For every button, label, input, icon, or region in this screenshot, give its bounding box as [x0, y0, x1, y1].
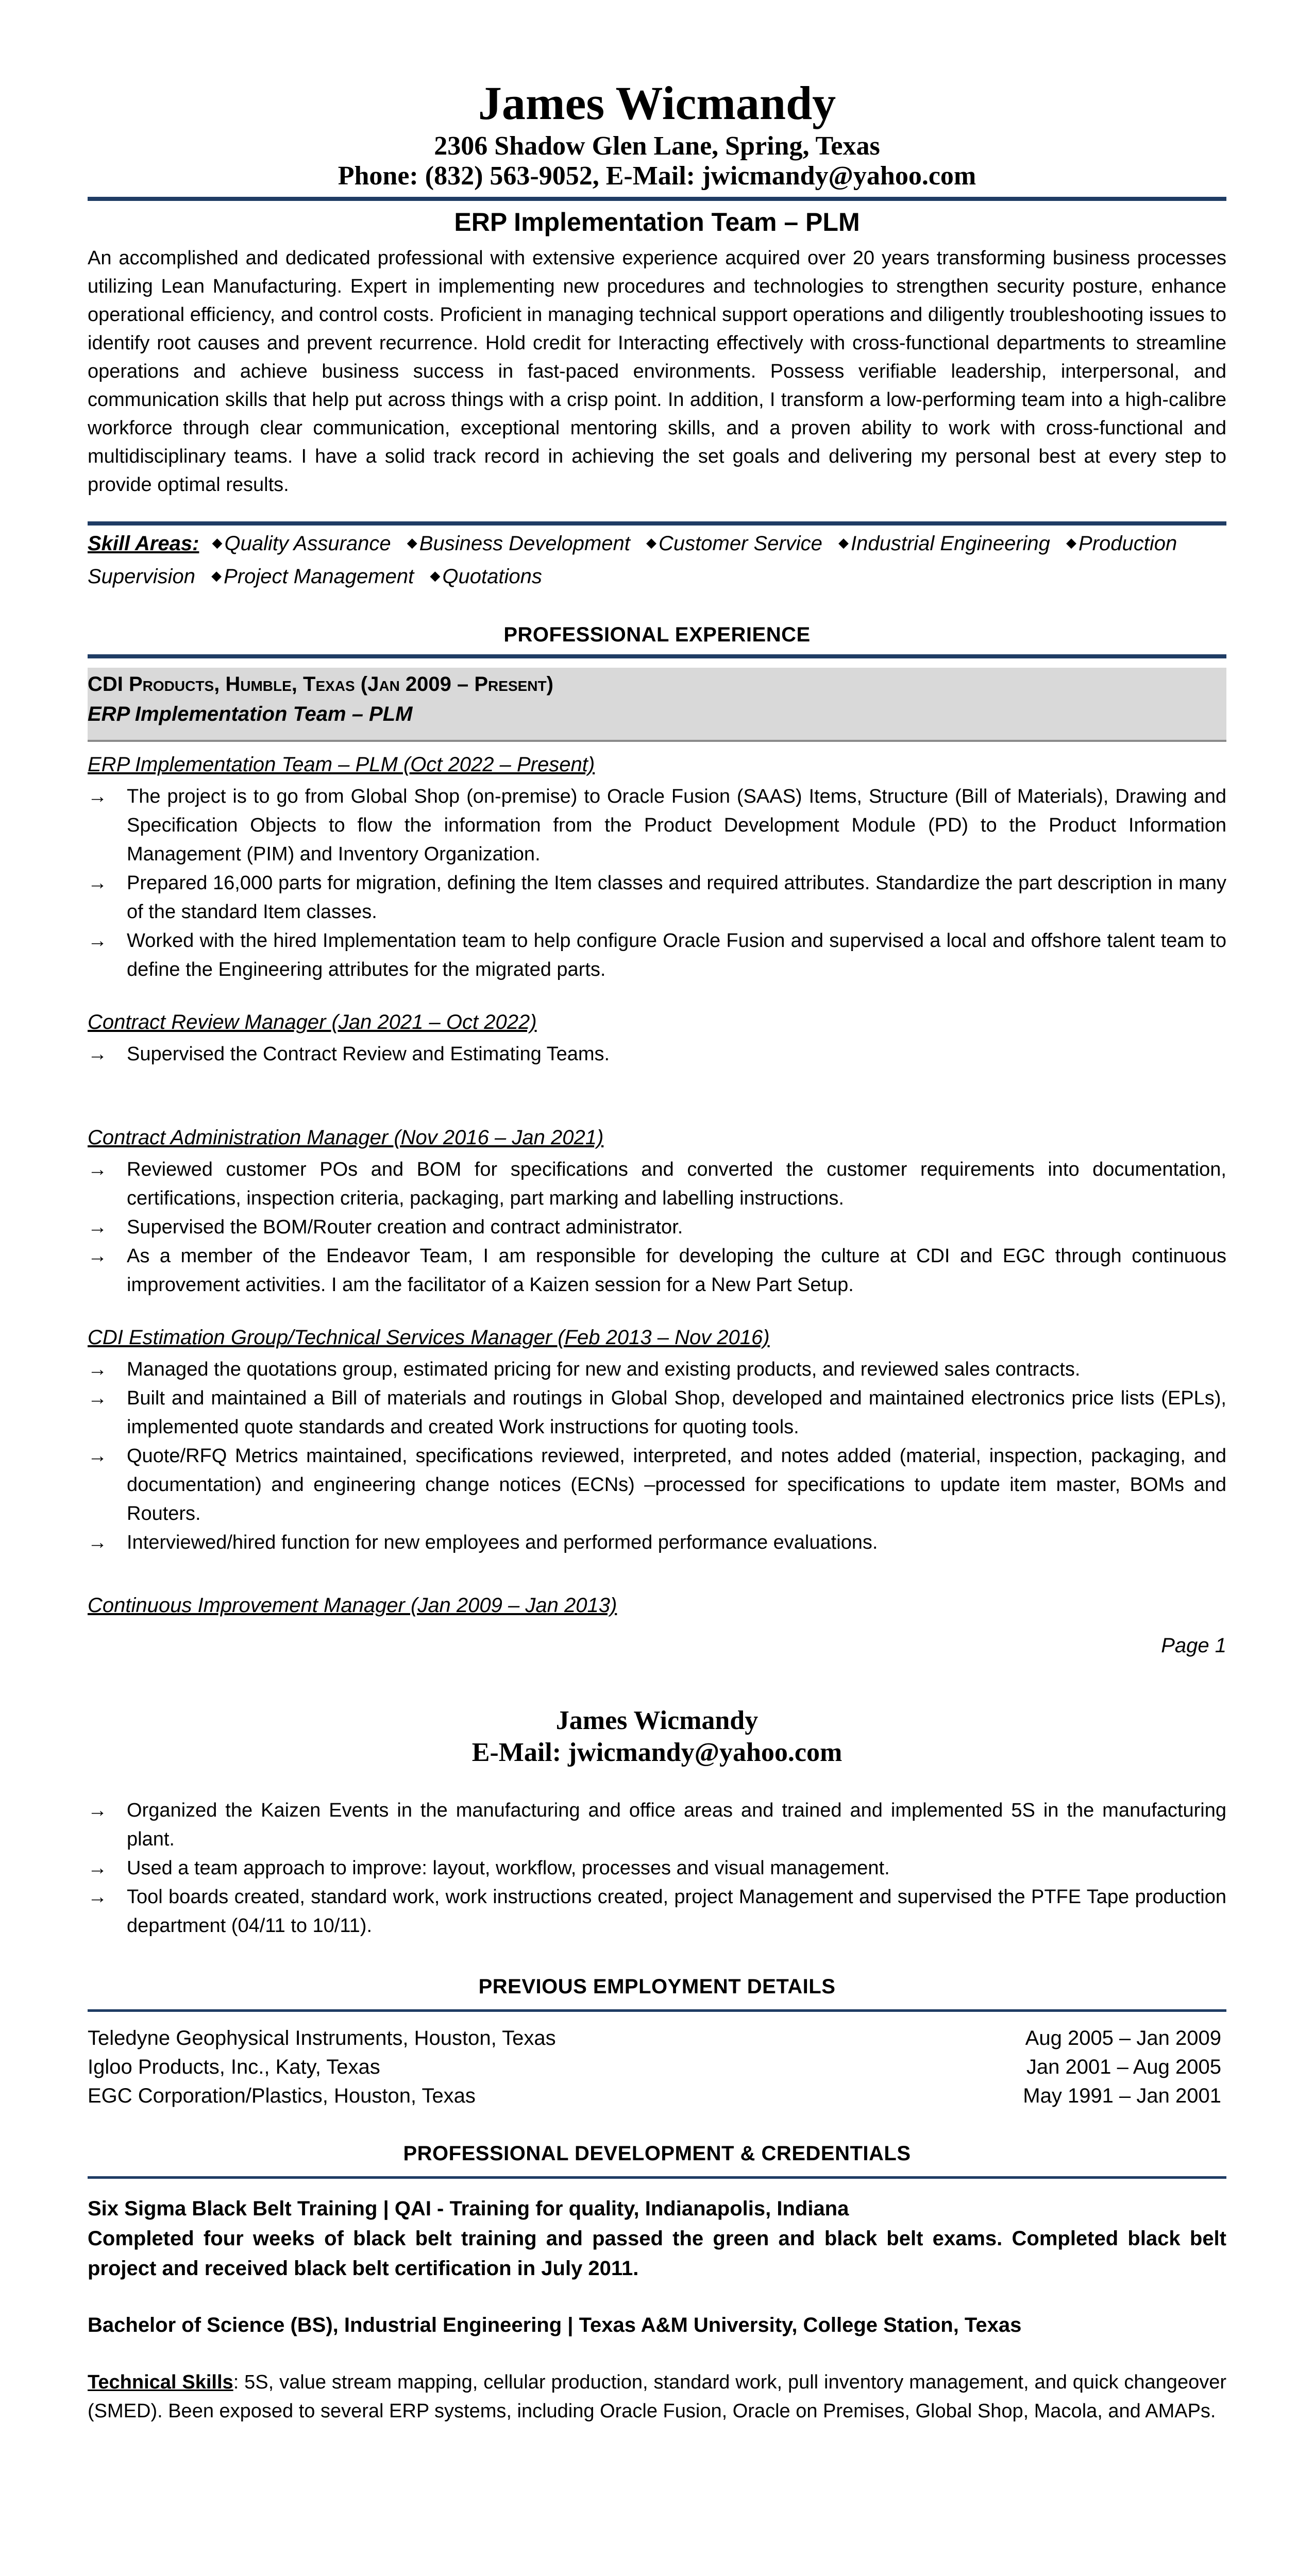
role-bullets — [88, 1040, 1226, 1069]
company-role: ERP Implementation Team – PLM — [88, 703, 413, 725]
list-item: → Interviewed/hired function for new employees and performed performance evaluations. — [88, 1528, 1226, 1557]
skill-areas — [88, 527, 1226, 592]
address: 2306 Shadow Glen Lane, Spring, Texas — [434, 131, 880, 161]
arrow-bullet-icon: → — [88, 1532, 107, 1553]
company-name: CDI Products, Humble, Texas (Jan 2009 – Present) — [88, 673, 553, 696]
list-item: → Supervised the Contract Review and Estimating Teams. — [88, 1040, 1226, 1069]
headline: ERP Implementation Team – PLM — [454, 208, 860, 236]
arrow-bullet-icon: → — [88, 1216, 107, 1238]
technical-skills-text: : 5S, value stream mapping, cellular production, standard work, pull inventory management, and quick changeover (SMED). Been exposed to several ERP systems, including Oracle Fusion, Oracle on Premises, Global Shop, Macola, and AMAPs. — [88, 2371, 1226, 2422]
role-bullets — [88, 1155, 1226, 1299]
technical-skills-label: Technical Skills — [88, 2371, 233, 2393]
credentials-divider — [88, 2176, 1226, 2179]
arrow-bullet-icon: → — [88, 1857, 107, 1879]
diamond-bullet-icon: ◆ — [838, 535, 849, 550]
resume-name: James Wicmandy — [478, 77, 836, 129]
table-row — [88, 2027, 1226, 2050]
role-title: Continuous Improvement Manager (Jan 2009 – Jan 2013) — [88, 1594, 617, 1617]
list-item: → The project is to go from Global Shop (on-premise) to Oracle Fusion (SAAS) Items, Structure (Bill of Materials), Drawing and Specification Objects to flow the information from the Product Development Module (PD) to the Product Information Management (PIM) and Inventory Organization. — [88, 782, 1226, 869]
role-bullets — [88, 1796, 1226, 1940]
diamond-bullet-icon: ◆ — [430, 568, 441, 583]
role-title: Contract Review Manager (Jan 2021 – Oct 2022) — [88, 1011, 537, 1033]
section-title-experience: PROFESSIONAL EXPERIENCE — [503, 623, 811, 646]
six-sigma-title: Six Sigma Black Belt Training | QAI - Training for quality, Indianapolis, Indiana — [88, 2197, 849, 2220]
table-row — [88, 2056, 1226, 2079]
arrow-bullet-icon: → — [88, 1159, 107, 1180]
list-item: → Quote/RFQ Metrics maintained, specifications reviewed, interpreted, and notes added (material, inspection, packaging, and documentation) and engineering change notices (ECNs) –processed for specifications to update item master, BOMs and Routers. — [88, 1442, 1226, 1528]
arrow-bullet-icon: → — [88, 1043, 107, 1065]
skill-areas-label: Skill Areas: — [88, 532, 199, 555]
table-row — [88, 2084, 1226, 2108]
arrow-bullet-icon: → — [88, 872, 107, 894]
skill-item: ◆ Customer Service — [646, 532, 822, 555]
arrow-bullet-icon: → — [88, 1245, 107, 1267]
employer-name: Igloo Products, Inc., Katy, Texas — [88, 2056, 380, 2078]
employer-name: EGC Corporation/Plastics, Houston, Texas — [88, 2084, 476, 2107]
list-item: → Built and maintained a Bill of materials and routings in Global Shop, developed and maintained electronics price lists (EPLs), implemented quote standards and created Work instructions for quoting tools. — [88, 1384, 1226, 1442]
arrow-bullet-icon: → — [88, 1387, 107, 1409]
list-item: → Supervised the BOM/Router creation and contract administrator. — [88, 1213, 1226, 1242]
company-header — [88, 668, 1226, 742]
arrow-bullet-icon: → — [88, 930, 107, 952]
contact-line: Phone: (832) 563-9052, E-Mail: jwicmandy@yahoo.com — [338, 161, 976, 191]
role-bullets — [88, 782, 1226, 984]
skill-item: ◆ Quotations — [430, 565, 542, 588]
role-title: Contract Administration Manager (Nov 2016 – Jan 2021) — [88, 1126, 604, 1149]
list-item: → Managed the quotations group, estimated pricing for new and existing products, and reviewed sales contracts. — [88, 1355, 1226, 1384]
arrow-bullet-icon: → — [88, 1886, 107, 1908]
employment-dates: May 1991 – Jan 2001 — [1023, 2084, 1221, 2107]
section-title-previous: PREVIOUS EMPLOYMENT DETAILS — [478, 1975, 836, 1998]
six-sigma-detail: Completed four weeks of black belt training and passed the green and black belt exams. Completed black belt project and received black belt certification in July 2011. — [88, 2227, 1226, 2280]
summary-paragraph: An accomplished and dedicated professional with extensive experience acquired over 20 years transforming business processes utilizing Lean Manufacturing. Expert in implementing new procedures and technologies to strengthen security posture, enhance operational efficiency, and control costs. Proficient in managing technical support operations and diligently troubleshooting issues to identify root causes and prevent recurrence. Hold credit for Interacting effectively with cross-functional departments to streamline operations and achieve business success in fast-paced environments. Possess verifiable leadership, interpersonal, and communication skills that help put across things with a crisp point. In addition, I transform a low-performing team into a high-calibre workforce through clear communication, exceptional mentoring skills, and a proven ability to work with cross-functional and multidisciplinary teams. I have a solid track record in achieving the set goals and delivering my personal best at every step to provide optimal results. — [88, 247, 1226, 496]
arrow-bullet-icon: → — [88, 1445, 107, 1467]
header-divider — [88, 197, 1226, 201]
arrow-bullet-icon: → — [88, 1359, 107, 1380]
experience-divider — [88, 654, 1226, 658]
employment-dates: Jan 2001 – Aug 2005 — [1026, 2056, 1221, 2078]
section-title-credentials: PROFESSIONAL DEVELOPMENT & CREDENTIALS — [403, 2142, 911, 2165]
degree: Bachelor of Science (BS), Industrial Engineering | Texas A&M University, College Station, Texas — [88, 2314, 1022, 2336]
role-title: CDI Estimation Group/Technical Services Manager (Feb 2013 – Nov 2016) — [88, 1326, 770, 1349]
list-item: → Organized the Kaizen Events in the manufacturing and office areas and trained and implemented 5S in the manufacturing plant. — [88, 1796, 1226, 1854]
list-item: → Worked with the hired Implementation team to help configure Oracle Fusion and supervised a local and offshore talent team to define the Engineering attributes for the migrated parts. — [88, 926, 1226, 984]
list-item: → Tool boards created, standard work, work instructions created, project Management and supervised the PTFE Tape production department (04/11 to 10/11). — [88, 1883, 1226, 1940]
diamond-bullet-icon: ◆ — [407, 535, 417, 550]
skill-item: ◆ Production Supervision — [88, 532, 1177, 588]
list-item: → Prepared 16,000 parts for migration, defining the Item classes and required attributes. Standardize the part description in many of the standard Item classes. — [88, 869, 1226, 926]
list-item: → Reviewed customer POs and BOM for specifications and converted the customer requirements into documentation, certifications, inspection criteria, packaging, part marking and labelling instructions. — [88, 1155, 1226, 1213]
skill-item: ◆ Business Development — [407, 532, 630, 555]
previous-divider — [88, 2009, 1226, 2012]
diamond-bullet-icon: ◆ — [211, 568, 222, 583]
arrow-bullet-icon: → — [88, 1800, 107, 1821]
employment-dates: Aug 2005 – Jan 2009 — [1025, 2027, 1221, 2049]
skill-item: ◆ Project Management — [211, 565, 414, 588]
list-item: → As a member of the Endeavor Team, I am responsible for developing the culture at CDI and EGC through continuous improvement activities. I am the facilitator of a Kaizen session for a New Part Setup. — [88, 1242, 1226, 1299]
diamond-bullet-icon: ◆ — [1066, 535, 1077, 550]
skills-divider-top — [88, 521, 1226, 526]
diamond-bullet-icon: ◆ — [212, 535, 223, 550]
page-number: Page 1 — [1161, 1634, 1226, 1657]
skill-item: ◆ Industrial Engineering — [838, 532, 1050, 555]
page2-email: E-Mail: jwicmandy@yahoo.com — [471, 1738, 843, 1767]
list-item: → Used a team approach to improve: layout, workflow, processes and visual management. — [88, 1854, 1226, 1883]
role-bullets — [88, 1355, 1226, 1557]
skill-item: ◆ Quality Assurance — [212, 532, 391, 555]
arrow-bullet-icon: → — [88, 786, 107, 807]
employer-name: Teledyne Geophysical Instruments, Houston, Texas — [88, 2027, 556, 2049]
role-title: ERP Implementation Team – PLM (Oct 2022 – Present) — [88, 753, 595, 776]
page2-name: James Wicmandy — [555, 1706, 759, 1735]
diamond-bullet-icon: ◆ — [646, 535, 656, 550]
technical-skills — [88, 2368, 1226, 2426]
